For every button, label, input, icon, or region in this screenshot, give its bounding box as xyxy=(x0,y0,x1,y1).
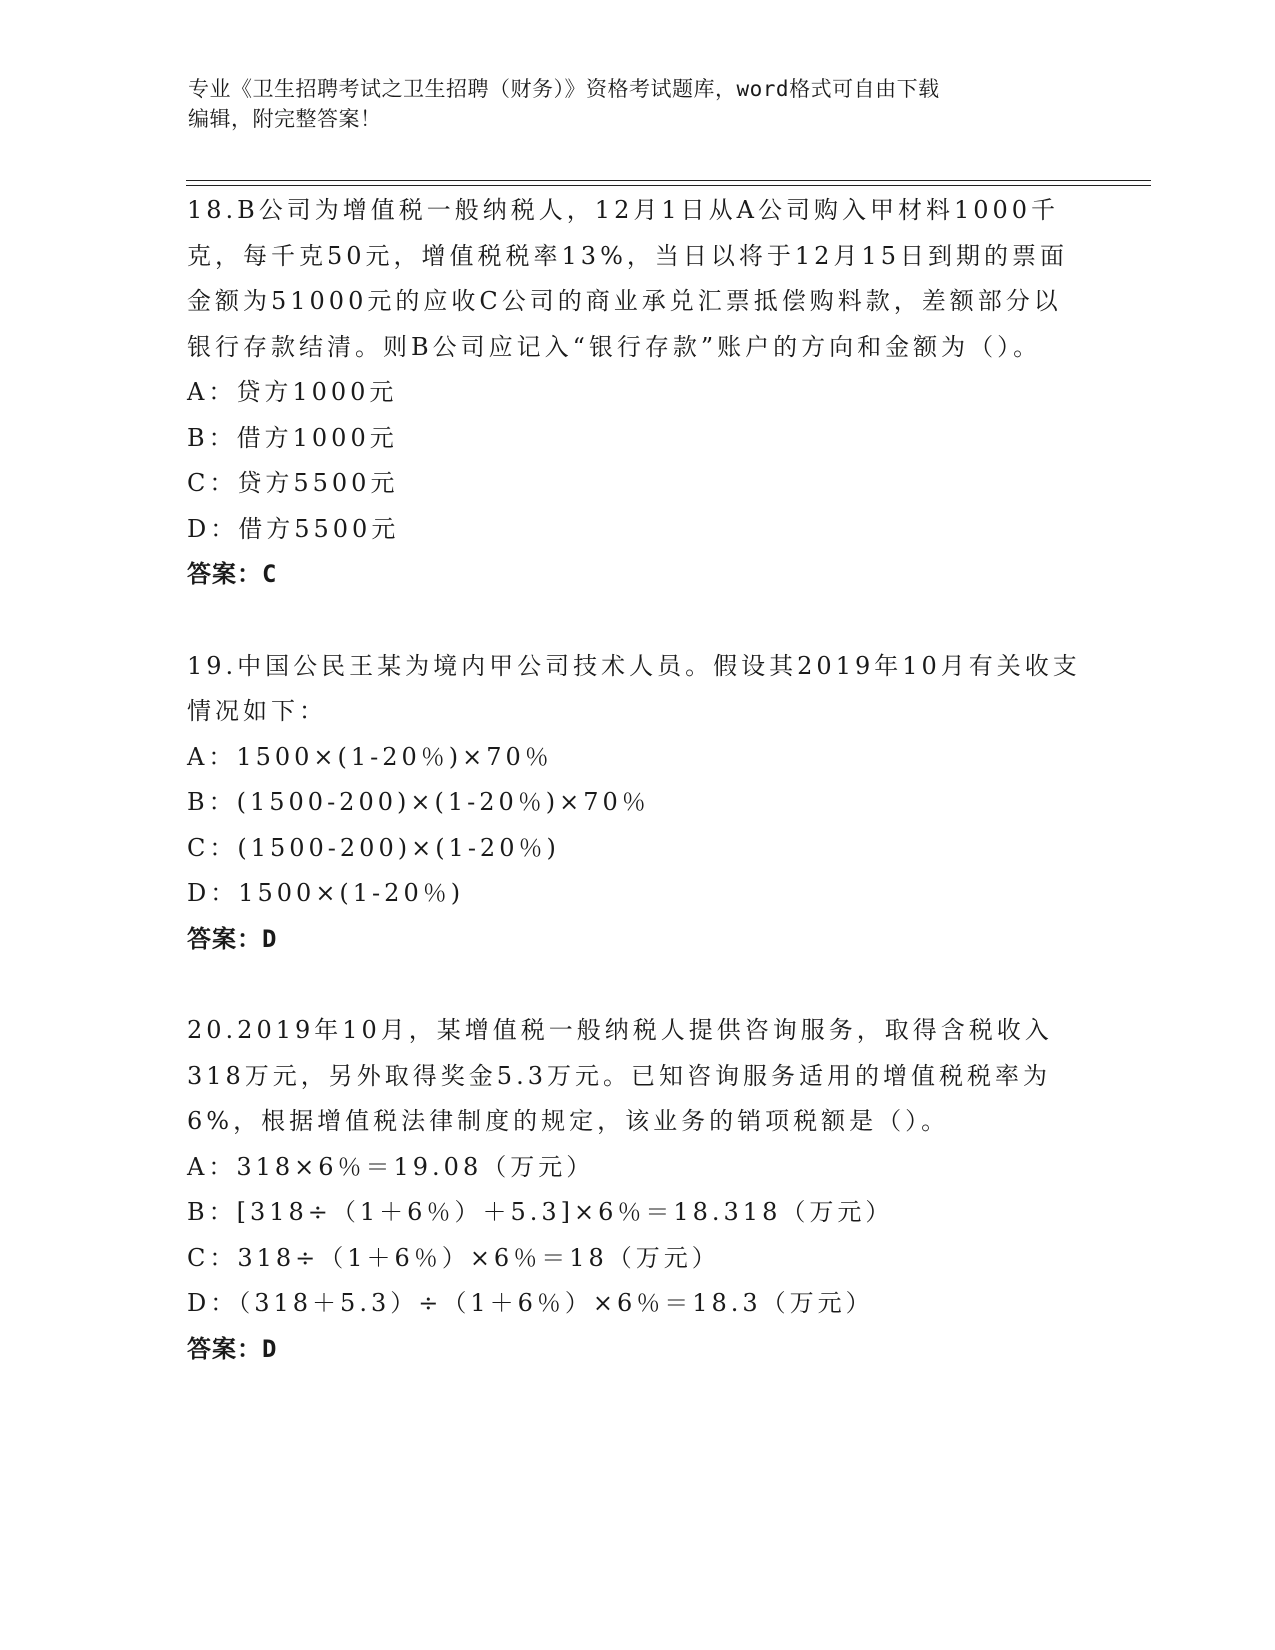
option-c: C：318÷（1＋6％）×6％＝18（万元） xyxy=(187,1243,720,1272)
answer: 答案：D xyxy=(187,924,278,953)
document-header xyxy=(188,74,1088,134)
answer: 答案：C xyxy=(187,560,278,588)
option-b: B：(1500-200)×(1-20％)×70％ xyxy=(187,788,650,816)
option-c: C：贷方5500元 xyxy=(187,469,399,497)
option-a: A：1500×(1-20％)×70％ xyxy=(187,742,553,771)
question-20 xyxy=(187,1008,1087,1372)
header-line-1: 专业《卫生招聘考试之卫生招聘（财务）》资格考试题库，word格式可自由下载 xyxy=(188,77,940,101)
option-d: D：（318＋5.3）÷（1＋6％）×6％＝18.3（万元） xyxy=(187,1289,874,1317)
question-18 xyxy=(187,188,1087,598)
option-d: D：借方5500元 xyxy=(187,514,400,543)
answer: 答案：D xyxy=(187,1334,278,1363)
header-line-2: 编辑，附完整答案！ xyxy=(188,107,382,131)
question-text: 18.B公司为增值税一般纳税人，12月1日从A公司购入甲材料1000千克，每千克50元，增值税税率13%，当日以将于12月15日到期的票面金额为51000元的应收C公司的商业承兑汇票抵偿购料款，差额部分以银行存款结清。则B公司应记入“银行存款”账户的方向和金额为（）。 xyxy=(187,196,1068,361)
option-d: D：1500×(1-20％) xyxy=(187,879,465,907)
option-a: A：318×6％＝19.08（万元） xyxy=(187,1152,595,1181)
header-divider-bottom xyxy=(186,185,1151,186)
question-text: 19.中国公民王某为境内甲公司技术人员。假设其2019年10月有关收支情况如下： xyxy=(187,651,1081,725)
question-text: 20.2019年10月，某增值税一般纳税人提供咨询服务，取得含税收入318万元，另外取得奖金5.3万元。已知咨询服务适用的增值税税率为6%，根据增值税法律制度的规定，该业务的销项税额是（）。 xyxy=(187,1016,1053,1135)
option-b: B：[318÷（1＋6％）＋5.3]×6％＝18.318（万元） xyxy=(187,1198,894,1226)
question-19 xyxy=(187,644,1087,963)
option-a: A：贷方1000元 xyxy=(187,378,398,406)
question-list xyxy=(187,188,1087,1372)
option-b: B：借方1000元 xyxy=(187,423,398,452)
option-c: C：(1500-200)×(1-20％) xyxy=(187,833,560,862)
header-divider-top xyxy=(186,180,1151,181)
